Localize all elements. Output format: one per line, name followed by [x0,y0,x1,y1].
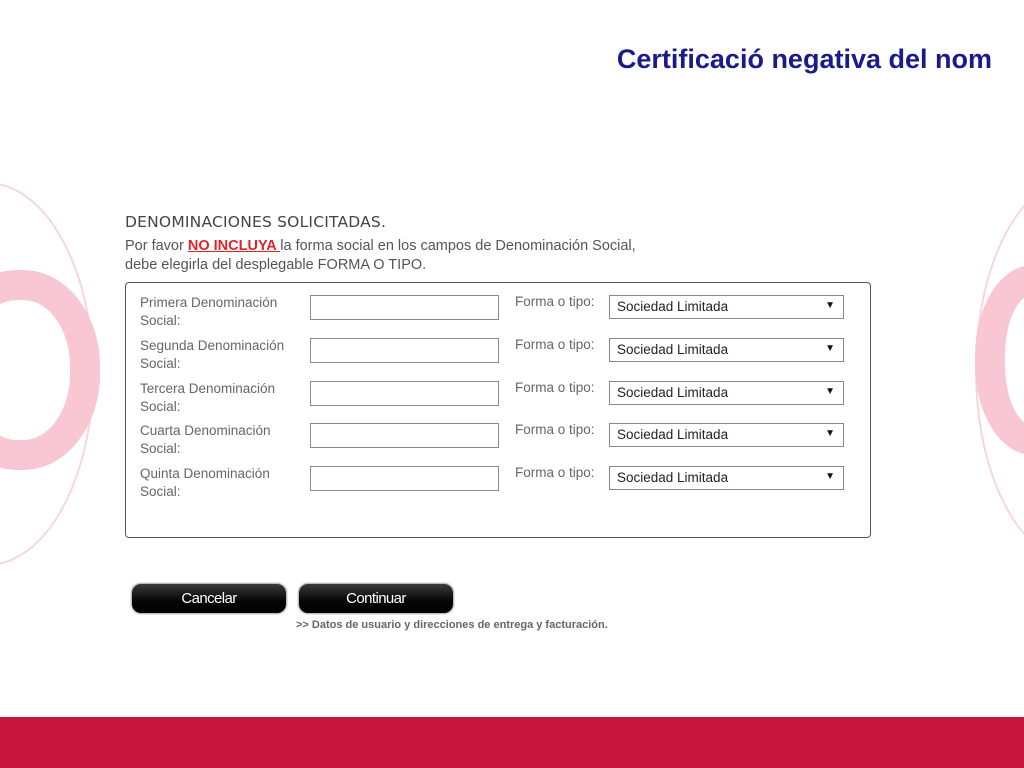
footer-band [0,717,1024,768]
row-label [140,294,305,330]
denomination-input-1[interactable] [310,295,499,320]
denomination-input-2[interactable] [310,338,499,363]
intro-text [125,237,873,275]
row-label-line2: Social: [140,484,181,500]
form-row-quinta [140,465,870,508]
intro-text-before: Por favor [125,238,188,254]
type-select-3[interactable] [609,381,844,405]
type-select-5[interactable] [609,466,844,490]
row-label-line2: Social: [140,355,181,371]
type-label: Forma o tipo: [515,422,595,438]
row-label [140,422,305,458]
triangle-down-icon: ▼ [825,342,835,354]
type-select-value: Sociedad Limitada [617,341,729,357]
type-select-4[interactable] [609,423,844,447]
triangle-down-icon: ▼ [825,471,835,483]
form-row-segunda [140,337,870,380]
denomination-input-3[interactable] [310,381,499,406]
row-label-line1: Primera Denominación [140,295,278,310]
type-label: Forma o tipo: [515,336,595,352]
next-step-hint: >> Datos de usuario y direcciones de entrega y facturación. [296,619,608,631]
cancel-button[interactable]: Cancelar [131,583,287,614]
row-label-line2: Social: [140,313,181,328]
row-label-line1: Cuarta Denominación [140,423,271,439]
type-select-1[interactable] [609,295,844,319]
form-row-tercera [140,380,870,423]
row-label [140,337,305,373]
type-select-value: Sociedad Limitada [617,427,729,443]
type-select-2[interactable] [609,338,844,362]
type-select-value: Sociedad Limitada [617,384,729,400]
type-label: Forma o tipo: [515,465,595,481]
row-label [140,465,305,501]
type-label: Forma o tipo: [515,294,595,309]
triangle-down-icon: ▼ [825,385,835,397]
form-row-primera [140,294,870,337]
section-heading: DENOMINACIONES SOLICITADAS. [125,213,387,231]
row-label-line1: Tercera Denominación [140,380,276,396]
intro-text-after: la forma social en los campos de Denominación Social, [280,238,636,254]
denomination-input-5[interactable] [310,466,499,491]
continue-button[interactable]: Continuar [298,583,454,614]
row-label-line1: Quinta Denominación [140,466,270,482]
type-select-value: Sociedad Limitada [617,470,729,486]
type-select-value: Sociedad Limitada [617,299,729,314]
denominations-form-box [125,282,871,538]
intro-text-line2: debe elegirla del desplegable FORMA O TIPO. [125,257,427,273]
denomination-input-4[interactable] [310,423,499,448]
row-label [140,380,305,416]
form-row-cuarta [140,422,870,465]
row-label-line1: Segunda Denominación [140,337,285,353]
denominations-form-section [125,213,873,538]
intro-warning: NO INCLUYA [187,238,281,254]
slide-title: Certificació negativa del nom [616,44,992,74]
type-label: Forma o tipo: [515,379,595,395]
row-label-line2: Social: [140,441,181,457]
triangle-down-icon: ▼ [825,428,835,440]
triangle-down-icon: ▼ [825,300,835,311]
row-label-line2: Social: [140,398,181,414]
